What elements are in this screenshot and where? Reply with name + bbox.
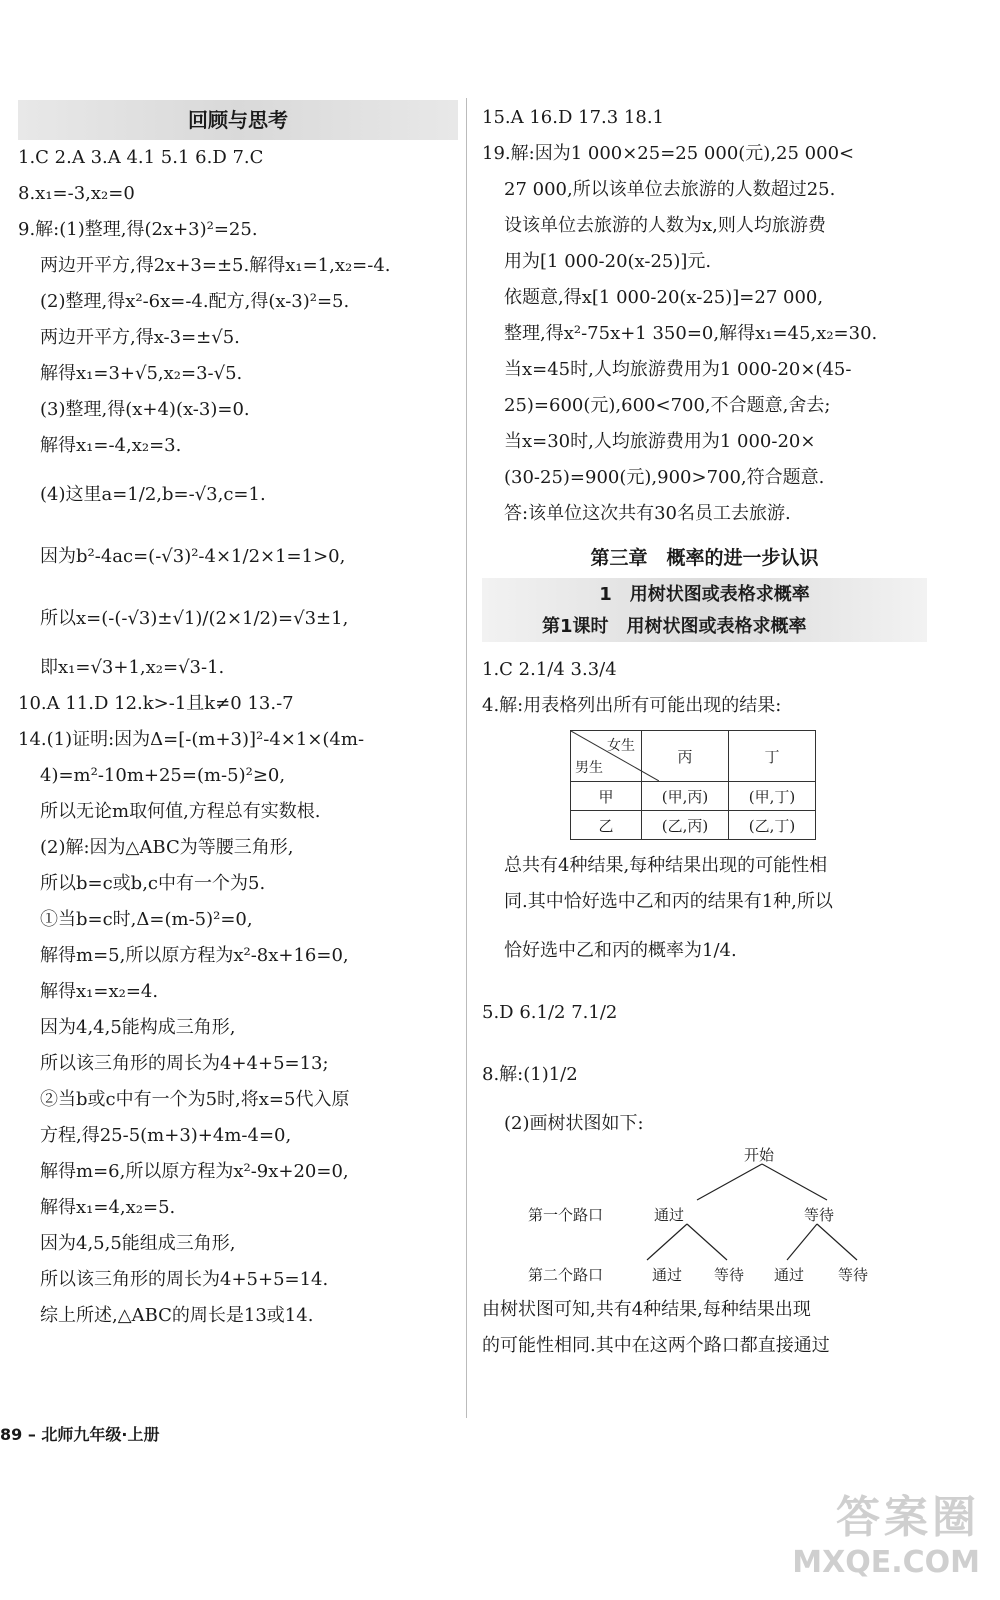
answer-line: 解得m=5,所以原方程为x²-8x+16=0, (40, 945, 349, 966)
answer-line: 1.C 2.A 3.A 4.1 5.1 6.D 7.C (18, 147, 264, 168)
chapter-title: 第三章 概率的进一步认识 (590, 547, 819, 569)
watermark-text: 答案圈 (836, 1492, 980, 1543)
answer-line: 解得m=6,所以原方程为x²-9x+20=0, (40, 1161, 349, 1182)
answer-line: 设该单位去旅游的人数为x,则人均旅游费 (504, 215, 826, 236)
answer-line: 总共有4种结果,每种结果出现的可能性相 (504, 855, 828, 876)
answer-line: 当x=30时,人均旅游费用为1 000-20× (504, 431, 816, 452)
page-footer: 89 – 北师九年级·上册 (0, 1425, 160, 1444)
tree-node: 等待 (838, 1266, 869, 1284)
table-cell: (乙,丁) (729, 811, 816, 840)
answer-line: (2)画树状图如下: (504, 1113, 644, 1134)
answer-line: 解得x₁=-4,x₂=3. (40, 435, 182, 456)
answer-line: 14.(1)证明:因为Δ=[-(m+3)]²-4×1×(4m- (18, 729, 365, 750)
answer-line: 4.解:用表格列出所有可能出现的结果: (482, 695, 782, 716)
answer-line: 由树状图可知,共有4种结果,每种结果出现 (482, 1299, 811, 1320)
answer-line: 27 000,所以该单位去旅游的人数超过25. (504, 179, 836, 200)
answer-line: 所以b=c或b,c中有一个为5. (40, 873, 266, 894)
section-title: 1 用树状图或表格求概率 (599, 584, 810, 605)
answer-line: 4)=m²-10m+25=(m-5)²≥0, (40, 765, 286, 786)
answer-line: 10.A 11.D 12.k>-1且k≠0 13.-7 (18, 693, 294, 714)
tree-diagram (482, 1142, 927, 1292)
answer-line: 整理,得x²-75x+1 350=0,解得x₁=45,x₂=30. (504, 323, 878, 344)
answer-line: 因为4,5,5能组成三角形, (40, 1233, 236, 1254)
answer-line: 所以x=(-(-√3)±√1)/(2×1/2)=√3±1, (40, 608, 349, 629)
row-header: 甲 (571, 782, 642, 811)
right-column (482, 100, 927, 1364)
table-cell: (乙,丙) (642, 811, 729, 840)
answer-line: 因为b²-4ac=(-√3)²-4×1/2×1=1>0, (40, 546, 346, 567)
outcome-table (570, 730, 816, 840)
corner-top: 女生 (607, 738, 635, 754)
column-divider (466, 98, 467, 1418)
answer-line: ②当b或c中有一个为5时,将x=5代入原 (40, 1089, 350, 1110)
answer-line: 8.解:(1)1/2 (482, 1064, 578, 1085)
table-cell: (甲,丁) (729, 782, 816, 811)
answer-line: (2)解:因为△ABC为等腰三角形, (40, 837, 294, 858)
left-column (18, 100, 458, 1334)
answer-line: 解得x₁=3+√5,x₂=3-√5. (40, 363, 243, 384)
answer-line: ①当b=c时,Δ=(m-5)²=0, (40, 909, 253, 930)
answer-line: 5.D 6.1/2 7.1/2 (482, 1002, 618, 1023)
watermark-logo (792, 1481, 980, 1580)
tree-level2-label: 第二个路口 (528, 1266, 604, 1284)
answer-line: (4)这里a=1/2,b=-√3,c=1. (40, 484, 266, 505)
lesson-title: 第1课时 用树状图或表格求概率 (542, 616, 807, 637)
answer-line: 所以该三角形的周长为4+4+5=13; (40, 1053, 329, 1074)
tree-node: 通过 (774, 1266, 805, 1284)
answer-line: 即x₁=√3+1,x₂=√3-1. (40, 657, 225, 678)
answer-line: 15.A 16.D 17.3 18.1 (482, 107, 665, 128)
tree-level1-label: 第一个路口 (528, 1206, 604, 1224)
tree-node: 等待 (714, 1266, 745, 1284)
col-header: 丙 (642, 731, 729, 782)
answer-line: 方程,得25-5(m+3)+4m-4=0, (40, 1125, 292, 1146)
answer-line: 同.其中恰好选中乙和丙的结果有1种,所以 (504, 891, 833, 912)
answer-line: 9.解:(1)整理,得(2x+3)²=25. (18, 219, 258, 240)
answer-line: 用为[1 000-20(x-25)]元. (504, 251, 712, 272)
corner-bottom: 男生 (575, 760, 603, 776)
answer-line: 因为4,4,5能构成三角形, (40, 1017, 236, 1038)
answer-line: 答:该单位这次共有30名员工去旅游. (504, 503, 791, 524)
table-cell: (甲,丙) (642, 782, 729, 811)
col-header: 丁 (729, 731, 816, 782)
answer-line: 解得x₁=4,x₂=5. (40, 1197, 176, 1218)
answer-line: 19.解:因为1 000×25=25 000(元),25 000< (482, 143, 855, 164)
answer-line: 恰好选中乙和丙的概率为1/4. (504, 940, 737, 961)
answer-line: 所以无论m取何值,方程总有实数根. (40, 801, 321, 822)
answer-line: 依题意,得x[1 000-20(x-25)]=27 000, (504, 287, 824, 308)
tree-root: 开始 (744, 1146, 775, 1164)
answer-line: 的可能性相同.其中在这两个路口都直接通过 (482, 1335, 830, 1356)
answer-line: 两边开平方,得x-3=±√5. (40, 327, 240, 348)
watermark-url: MXQE.COM (792, 1545, 980, 1580)
answer-line: 1.C 2.1/4 3.3/4 (482, 659, 617, 680)
row-header: 乙 (571, 811, 642, 840)
section-title: 回顾与思考 (18, 100, 458, 140)
section-band (482, 578, 927, 642)
answer-line: 8.x₁=-3,x₂=0 (18, 183, 135, 204)
answer-line: (30-25)=900(元),900>700,符合题意. (504, 467, 825, 488)
answer-line: 综上所述,△ABC的周长是13或14. (40, 1305, 314, 1326)
answer-line: (2)整理,得x²-6x=-4.配方,得(x-3)²=5. (40, 291, 350, 312)
answer-line: 25)=600(元),600<700,不合题意,舍去; (504, 395, 831, 416)
tree-node: 等待 (804, 1206, 835, 1224)
answer-line: 两边开平方,得2x+3=±5.解得x₁=1,x₂=-4. (40, 255, 391, 276)
answer-line: 当x=45时,人均旅游费用为1 000-20×(45- (504, 359, 852, 380)
tree-node: 通过 (654, 1206, 685, 1224)
answer-line: 所以该三角形的周长为4+5+5=14. (40, 1269, 329, 1290)
table-corner (571, 731, 642, 782)
tree-node: 通过 (652, 1266, 683, 1284)
answer-line: (3)整理,得(x+4)(x-3)=0. (40, 399, 250, 420)
answer-line: 解得x₁=x₂=4. (40, 981, 159, 1002)
